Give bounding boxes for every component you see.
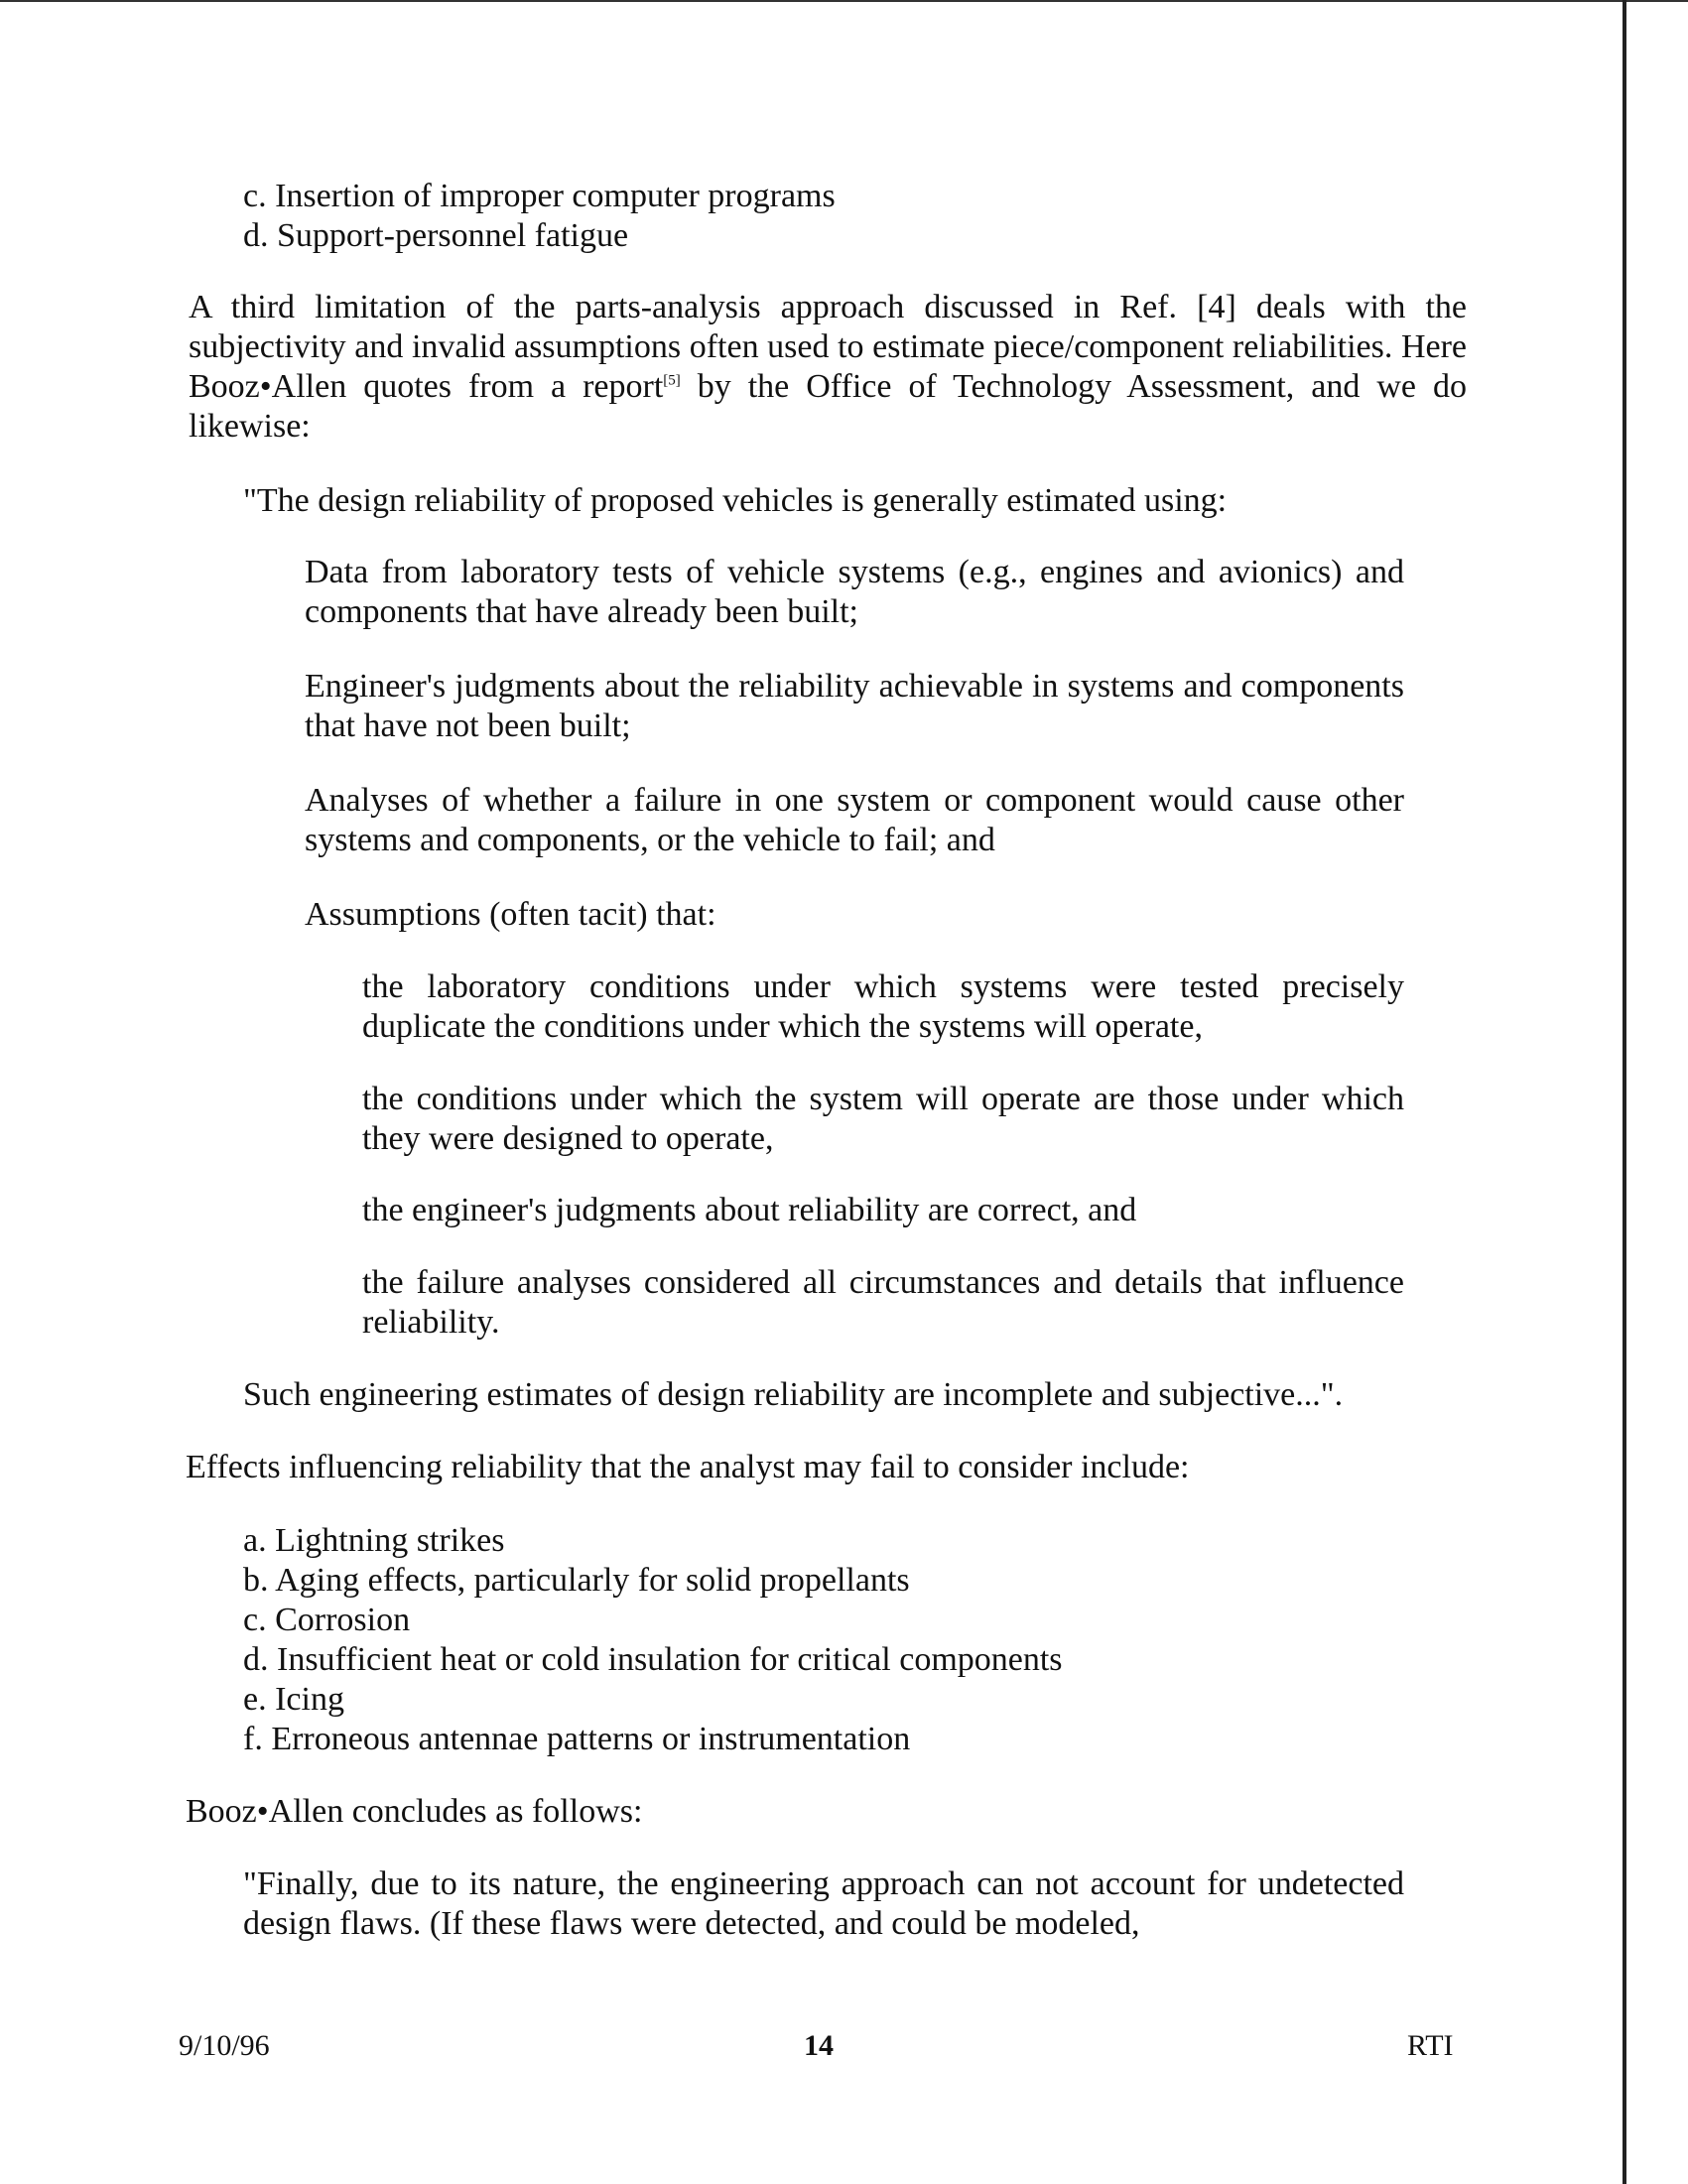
conclusion-quote: "Finally, due to its nature, the engineering approach can not account for undetected design flaws. (If these flaws were detected, and could be modeled, bbox=[243, 1865, 1404, 1942]
assumption-item: the laboratory conditions under which systems were tested precisely duplicate the conditions under which the systems will operate, bbox=[362, 968, 1404, 1045]
quote-item: Assumptions (often tacit) that: bbox=[305, 896, 716, 933]
footer-date: 9/10/96 bbox=[179, 2029, 270, 2062]
list-item: e. Icing bbox=[243, 1681, 344, 1718]
paragraph-third-limitation bbox=[189, 288, 1467, 447]
paragraph-text: by the Office of Technology Assessment, and we do likewise: bbox=[189, 368, 1467, 445]
list-item: d. Insufficient heat or cold insulation for critical components bbox=[243, 1641, 1063, 1678]
list-item: c. Corrosion bbox=[243, 1602, 411, 1638]
assumption-item: the conditions under which the system will operate are those under which they were designed to operate, bbox=[362, 1081, 1404, 1157]
quote-item: Data from laboratory tests of vehicle systems (e.g., engines and avionics) and components that have already been built; bbox=[305, 554, 1404, 630]
lead-list bbox=[243, 177, 836, 256]
scan-border-right bbox=[1623, 0, 1626, 2184]
quote-intro: "The design reliability of proposed vehicles is generally estimated using: bbox=[243, 482, 1228, 519]
scan-border-corner bbox=[1626, 0, 1688, 2]
list-item: c. Insertion of improper computer programs bbox=[243, 178, 836, 214]
footer-org: RTI bbox=[1407, 2029, 1454, 2062]
conclusion-intro: Booz•Allen concludes as follows: bbox=[186, 1793, 643, 1830]
list-item: d. Support-personnel fatigue bbox=[243, 217, 629, 254]
list-item: a. Lightning strikes bbox=[243, 1522, 505, 1559]
paragraph-text: A third limitation of the parts-analysis approach discussed in Ref. [4] deals with the subjectivity and invalid assumptions often used to estimate piece/component reliabilities. Here Booz•Allen quotes from a report bbox=[189, 289, 1467, 405]
quote-closing: Such engineering estimates of design reliability are incomplete and subjective...". bbox=[243, 1376, 1344, 1413]
effects-list bbox=[243, 1521, 1063, 1759]
assumption-item: the engineer's judgments about reliability are correct, and bbox=[362, 1192, 1137, 1228]
list-item: b. Aging effects, particularly for solid propellants bbox=[243, 1562, 910, 1599]
reference-superscript: [5] bbox=[663, 372, 681, 389]
quote-item: Engineer's judgments about the reliability achievable in systems and components that have not been built; bbox=[305, 668, 1404, 744]
list-item: f. Erroneous antennae patterns or instrumentation bbox=[243, 1721, 911, 1757]
page-number: 14 bbox=[804, 2029, 834, 2062]
effects-intro: Effects influencing reliability that the analyst may fail to consider include: bbox=[186, 1449, 1190, 1485]
assumption-item: the failure analyses considered all circumstances and details that influence reliability. bbox=[362, 1264, 1404, 1341]
quote-item: Analyses of whether a failure in one system or component would cause other systems and components, or the vehicle to fail; and bbox=[305, 782, 1404, 858]
